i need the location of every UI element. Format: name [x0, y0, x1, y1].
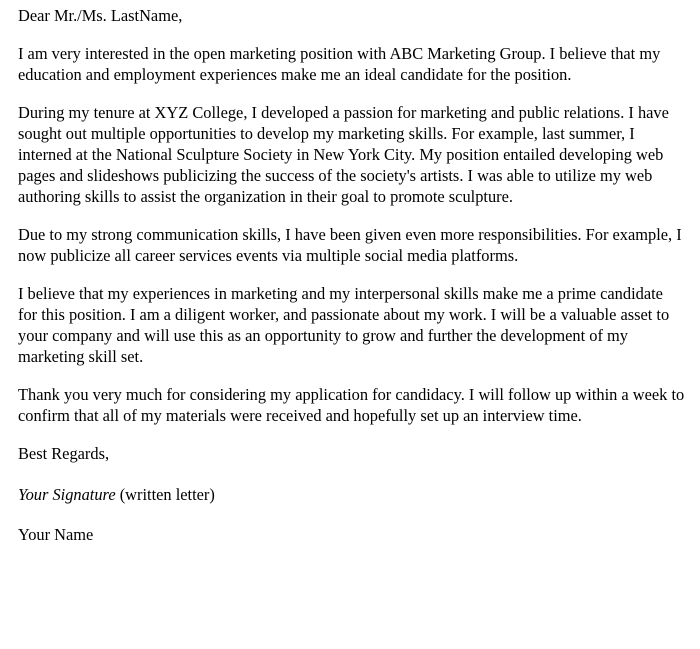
paragraph-experience: During my tenure at XYZ College, I developed a passion for marketing and public relations. I have sought out multiple opportunities to develop my marketing skills. For example, last summer, I interned at the National Sculpture Society in New York City. My position entailed developing web pages and slideshows publicizing the success of the society's artists. I was able to utilize my web authoring skills to assist the organization in their goal to promote sculpture.	[18, 103, 669, 206]
sender-name: Your Name	[18, 525, 94, 544]
paragraph-communication: Due to my strong communication skills, I have been given even more responsibilities. For example, I now publicize all career services events via multiple social media platforms.	[18, 225, 682, 265]
paragraph-intro: I am very interested in the open marketing position with ABC Marketing Group. I believe that my education and employment experiences make me an ideal candidate for the position.	[18, 44, 661, 84]
closing: Best Regards,	[18, 444, 110, 463]
paragraph-thanks: Thank you very much for considering my application for candidacy. I will follow up within a week to confirm that all of my materials were received and hopefully set up an interview time.	[18, 385, 685, 425]
signature-line	[18, 484, 686, 505]
paragraph-qualifications: I believe that my experiences in marketing and my interpersonal skills make me a prime candidate for this position. I am a diligent worker, and passionate about my work. I will be a valuable asset to your company and will use this as an opportunity to grow and further the development of my marketing skill set.	[18, 284, 670, 366]
signature: Your Signature	[18, 485, 116, 504]
salutation: Dear Mr./Ms. LastName,	[18, 6, 183, 25]
signature-note: (written letter)	[115, 485, 215, 504]
